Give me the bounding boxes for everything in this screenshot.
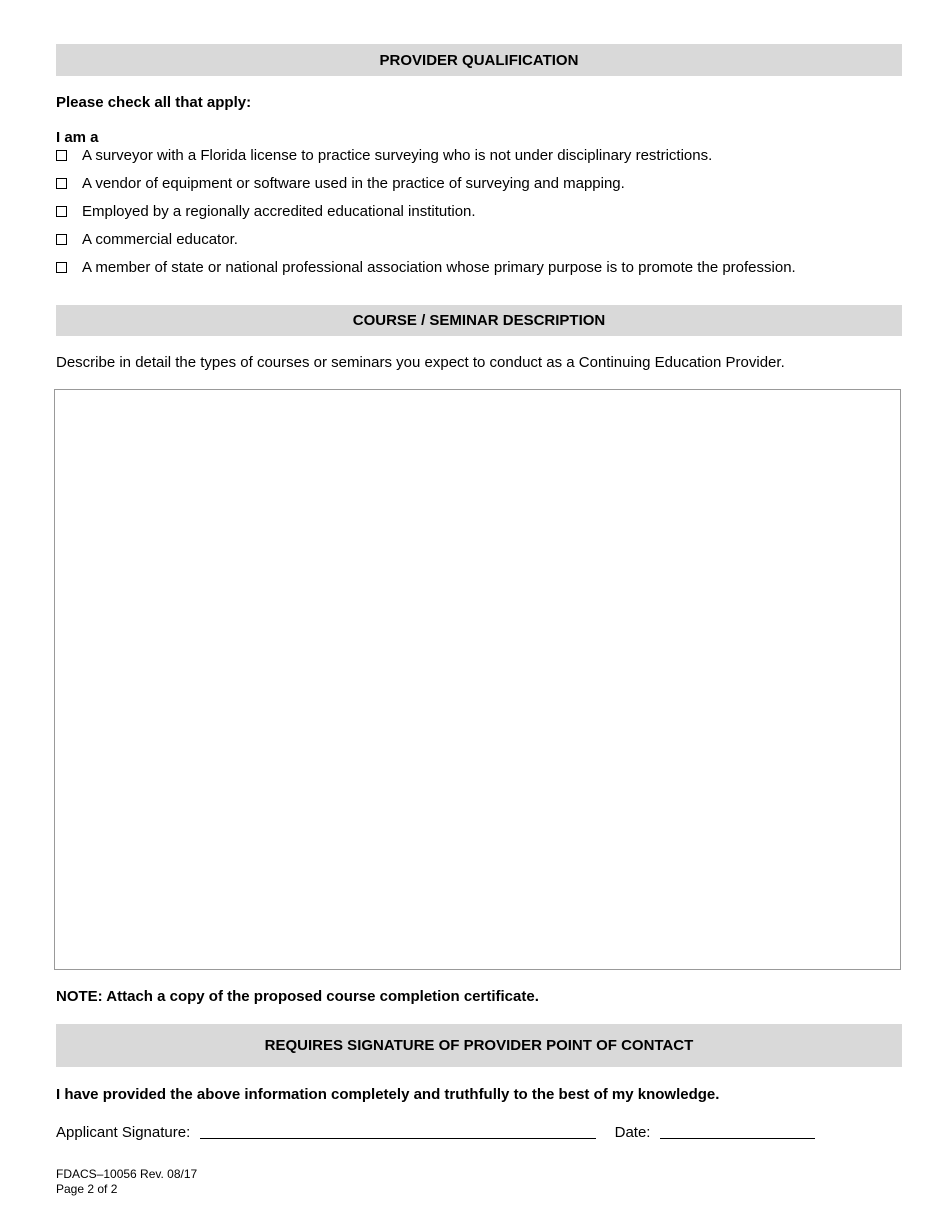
- qualification-option-licensed-surveyor[interactable]: [56, 147, 712, 164]
- form-id: FDACS–10056 Rev. 08/17: [56, 1167, 198, 1181]
- applicant-signature-line[interactable]: [200, 1124, 596, 1139]
- qualification-option-label: A member of state or national professional association whose primary purpose is to promote the profession.: [82, 259, 796, 276]
- attestation-statement: I have provided the above information completely and truthfully to the best of my knowledge.: [56, 1086, 720, 1103]
- qualification-option-label: Employed by a regionally accredited educational institution.: [82, 203, 476, 220]
- provider-qualification-heading: [56, 44, 902, 76]
- provider-qualification-heading-text: PROVIDER QUALIFICATION: [379, 51, 579, 69]
- page-number: Page 2 of 2: [56, 1182, 118, 1196]
- commercial-educator-checkbox[interactable]: [56, 234, 67, 245]
- educational-institution-checkbox[interactable]: [56, 206, 67, 217]
- certificate-note: NOTE: Attach a copy of the proposed course completion certificate.: [56, 988, 539, 1005]
- qualification-option-educational-institution[interactable]: [56, 203, 476, 220]
- signature-row: [56, 1122, 815, 1141]
- course-description-textarea[interactable]: [54, 389, 901, 970]
- licensed-surveyor-checkbox[interactable]: [56, 150, 67, 161]
- signature-required-heading: [56, 1024, 902, 1067]
- qualification-option-label: A surveyor with a Florida license to practice surveying who is not under disciplinary restrictions.: [82, 147, 713, 164]
- qualification-option-vendor[interactable]: [56, 175, 625, 192]
- vendor-checkbox[interactable]: [56, 178, 67, 189]
- signature-required-heading-text: REQUIRES SIGNATURE OF PROVIDER POINT OF CONTACT: [264, 1037, 694, 1054]
- qualification-option-professional-association[interactable]: [56, 259, 796, 276]
- professional-association-checkbox[interactable]: [56, 262, 67, 273]
- i-am-a-label: I am a: [56, 129, 99, 146]
- qualification-option-label: A vendor of equipment or software used in the practice of surveying and mapping.: [82, 175, 625, 192]
- applicant-signature-label: Applicant Signature:: [56, 1124, 191, 1141]
- date-line[interactable]: [660, 1124, 815, 1139]
- course-description-instruction: Describe in detail the types of courses or seminars you expect to conduct as a Continuing Education Provider.: [56, 354, 785, 371]
- qualification-option-label: A commercial educator.: [82, 231, 238, 248]
- qualification-option-commercial-educator[interactable]: [56, 231, 238, 248]
- check-all-instruction: Please check all that apply:: [56, 94, 252, 111]
- course-seminar-heading-text: COURSE / SEMINAR DESCRIPTION: [352, 312, 606, 329]
- date-label: Date:: [614, 1124, 651, 1141]
- course-seminar-heading: [56, 305, 902, 336]
